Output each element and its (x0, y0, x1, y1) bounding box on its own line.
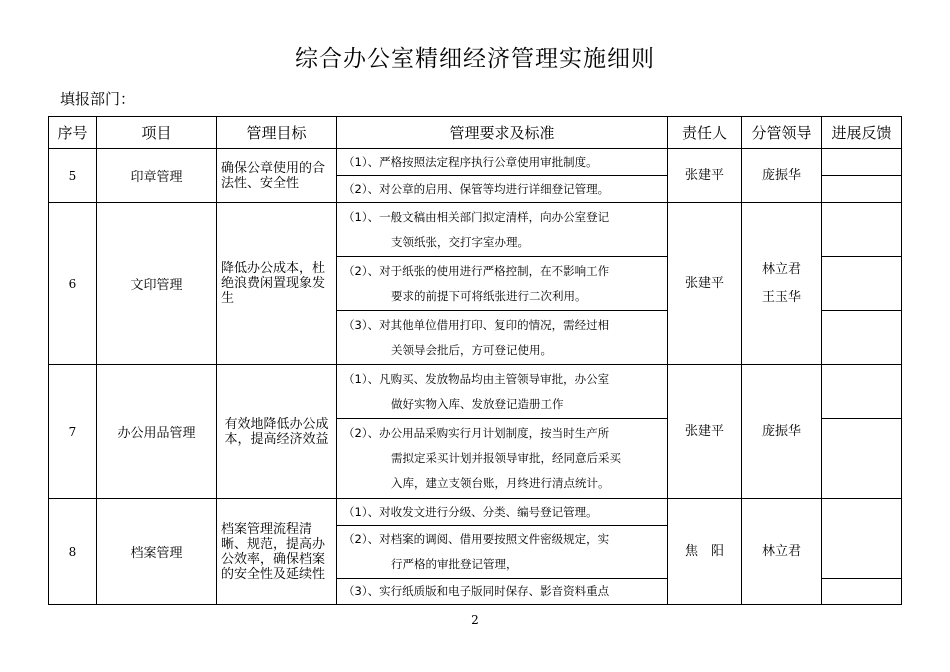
progress-cell (822, 203, 902, 257)
page-number: 2 (471, 613, 479, 627)
header-responsible-person: 责任人 (668, 117, 742, 149)
requirement-cell (337, 499, 668, 526)
requirement-cell (337, 419, 668, 499)
requirement-text: （2）、对公章的启用、保管等均进行详细登记管理。 (343, 181, 610, 196)
requirement-cell (337, 257, 668, 311)
row-goal: 有效地降低办公成本，提高经济效益 (217, 365, 337, 499)
requirement-continuation: 支领纸张，交打字室办理。 (391, 234, 529, 249)
header-item: 项目 (97, 117, 217, 149)
department-label: 填报部门： (60, 90, 136, 108)
requirement-cell (337, 203, 668, 257)
requirement-cell (337, 311, 668, 365)
row-leader: 林立君 (742, 499, 822, 605)
requirement-continuation: 需拟定采买计划并报领导审批，经同意后采买 (391, 451, 621, 465)
requirement-continuation: 做好实物入库、发放登记造册工作 (391, 396, 564, 411)
row-item: 档案管理 (97, 499, 217, 605)
requirement-text: （1）、严格按照法定程序执行公章使用审批制度。 (343, 154, 598, 169)
progress-cell (822, 419, 902, 499)
requirement-text: （2）、对档案的调阅、借用要按照文件密级规定，实 (343, 532, 610, 546)
row-responsible-person: 焦 阳 (668, 499, 742, 605)
row-item: 文印管理 (97, 203, 217, 365)
table-row (49, 149, 902, 176)
leader-name: 林立君 (761, 261, 801, 277)
row-number: 7 (49, 365, 97, 499)
row-goal: 确保公章使用的合法性、安全性 (217, 149, 337, 203)
progress-cell (822, 176, 902, 203)
requirement-text: （3）、实行纸质版和电子版同时保存、影音资料重点 (343, 584, 610, 598)
header-leader: 分管领导 (742, 117, 822, 149)
requirement-text: （3）、对其他单位借用打印、复印的情况，需经过相 (343, 317, 610, 332)
progress-cell (822, 311, 902, 365)
progress-cell (822, 257, 902, 311)
header-no: 序号 (49, 117, 97, 149)
progress-cell (822, 149, 902, 176)
progress-cell (822, 499, 902, 579)
management-table (48, 116, 902, 605)
leader-name: 王玉华 (761, 289, 801, 305)
row-number: 8 (49, 499, 97, 605)
row-item: 办公用品管理 (97, 365, 217, 499)
progress-cell (822, 365, 902, 419)
row-responsible-person: 张建平 (668, 149, 742, 203)
table-row (49, 499, 902, 526)
requirement-cell (337, 365, 668, 419)
row-leader: 庞振华 (742, 365, 822, 499)
table-row (49, 365, 902, 419)
table-header-row (49, 117, 902, 149)
requirement-cell (337, 176, 668, 203)
requirement-continuation: 行严格的审批登记管理， (391, 557, 518, 571)
row-leader (742, 203, 822, 365)
header-requirements: 管理要求及标准 (337, 117, 668, 149)
requirement-text: （2）、对于纸张的使用进行严格控制，在不影响工作 (343, 263, 610, 278)
requirement-continuation: 要求的前提下可将纸张进行二次利用。 (391, 288, 587, 303)
row-leader: 庞振华 (742, 149, 822, 203)
document-title: 综合办公室精细经济管理实施细则 (295, 46, 655, 72)
requirement-cell (337, 579, 668, 605)
row-responsible-person: 张建平 (668, 365, 742, 499)
requirement-text: （1）、凡购买、发放物品均由主管领导审批，办公室 (343, 371, 610, 386)
requirement-continuation: 入库，建立支领台账，月终进行清点统计。 (391, 476, 610, 490)
requirement-cell (337, 526, 668, 579)
requirement-cell (337, 149, 668, 176)
row-goal: 降低办公成本，杜绝浪费闲置现象发生 (217, 203, 337, 365)
row-goal: 档案管理流程清晰、规范，提高办公效率，确保档案的安全性及延续性 (217, 499, 337, 605)
row-responsible-person: 张建平 (668, 203, 742, 365)
requirement-text: （1）、一般文稿由相关部门拟定清样，向办公室登记 (343, 209, 610, 224)
table-row (49, 203, 902, 257)
header-progress: 进展反馈 (822, 117, 902, 149)
row-item: 印章管理 (97, 149, 217, 203)
header-goal: 管理目标 (217, 117, 337, 149)
requirement-text: （1）、对收发文进行分级、分类、编号登记管理。 (343, 504, 598, 519)
row-number: 5 (49, 149, 97, 203)
row-number: 6 (49, 203, 97, 365)
requirement-continuation: 关领导会批后，方可登记使用。 (391, 342, 552, 357)
progress-cell (822, 579, 902, 605)
requirement-text: （2）、办公用品采购实行月计划制度，按当时生产所 (343, 426, 610, 440)
